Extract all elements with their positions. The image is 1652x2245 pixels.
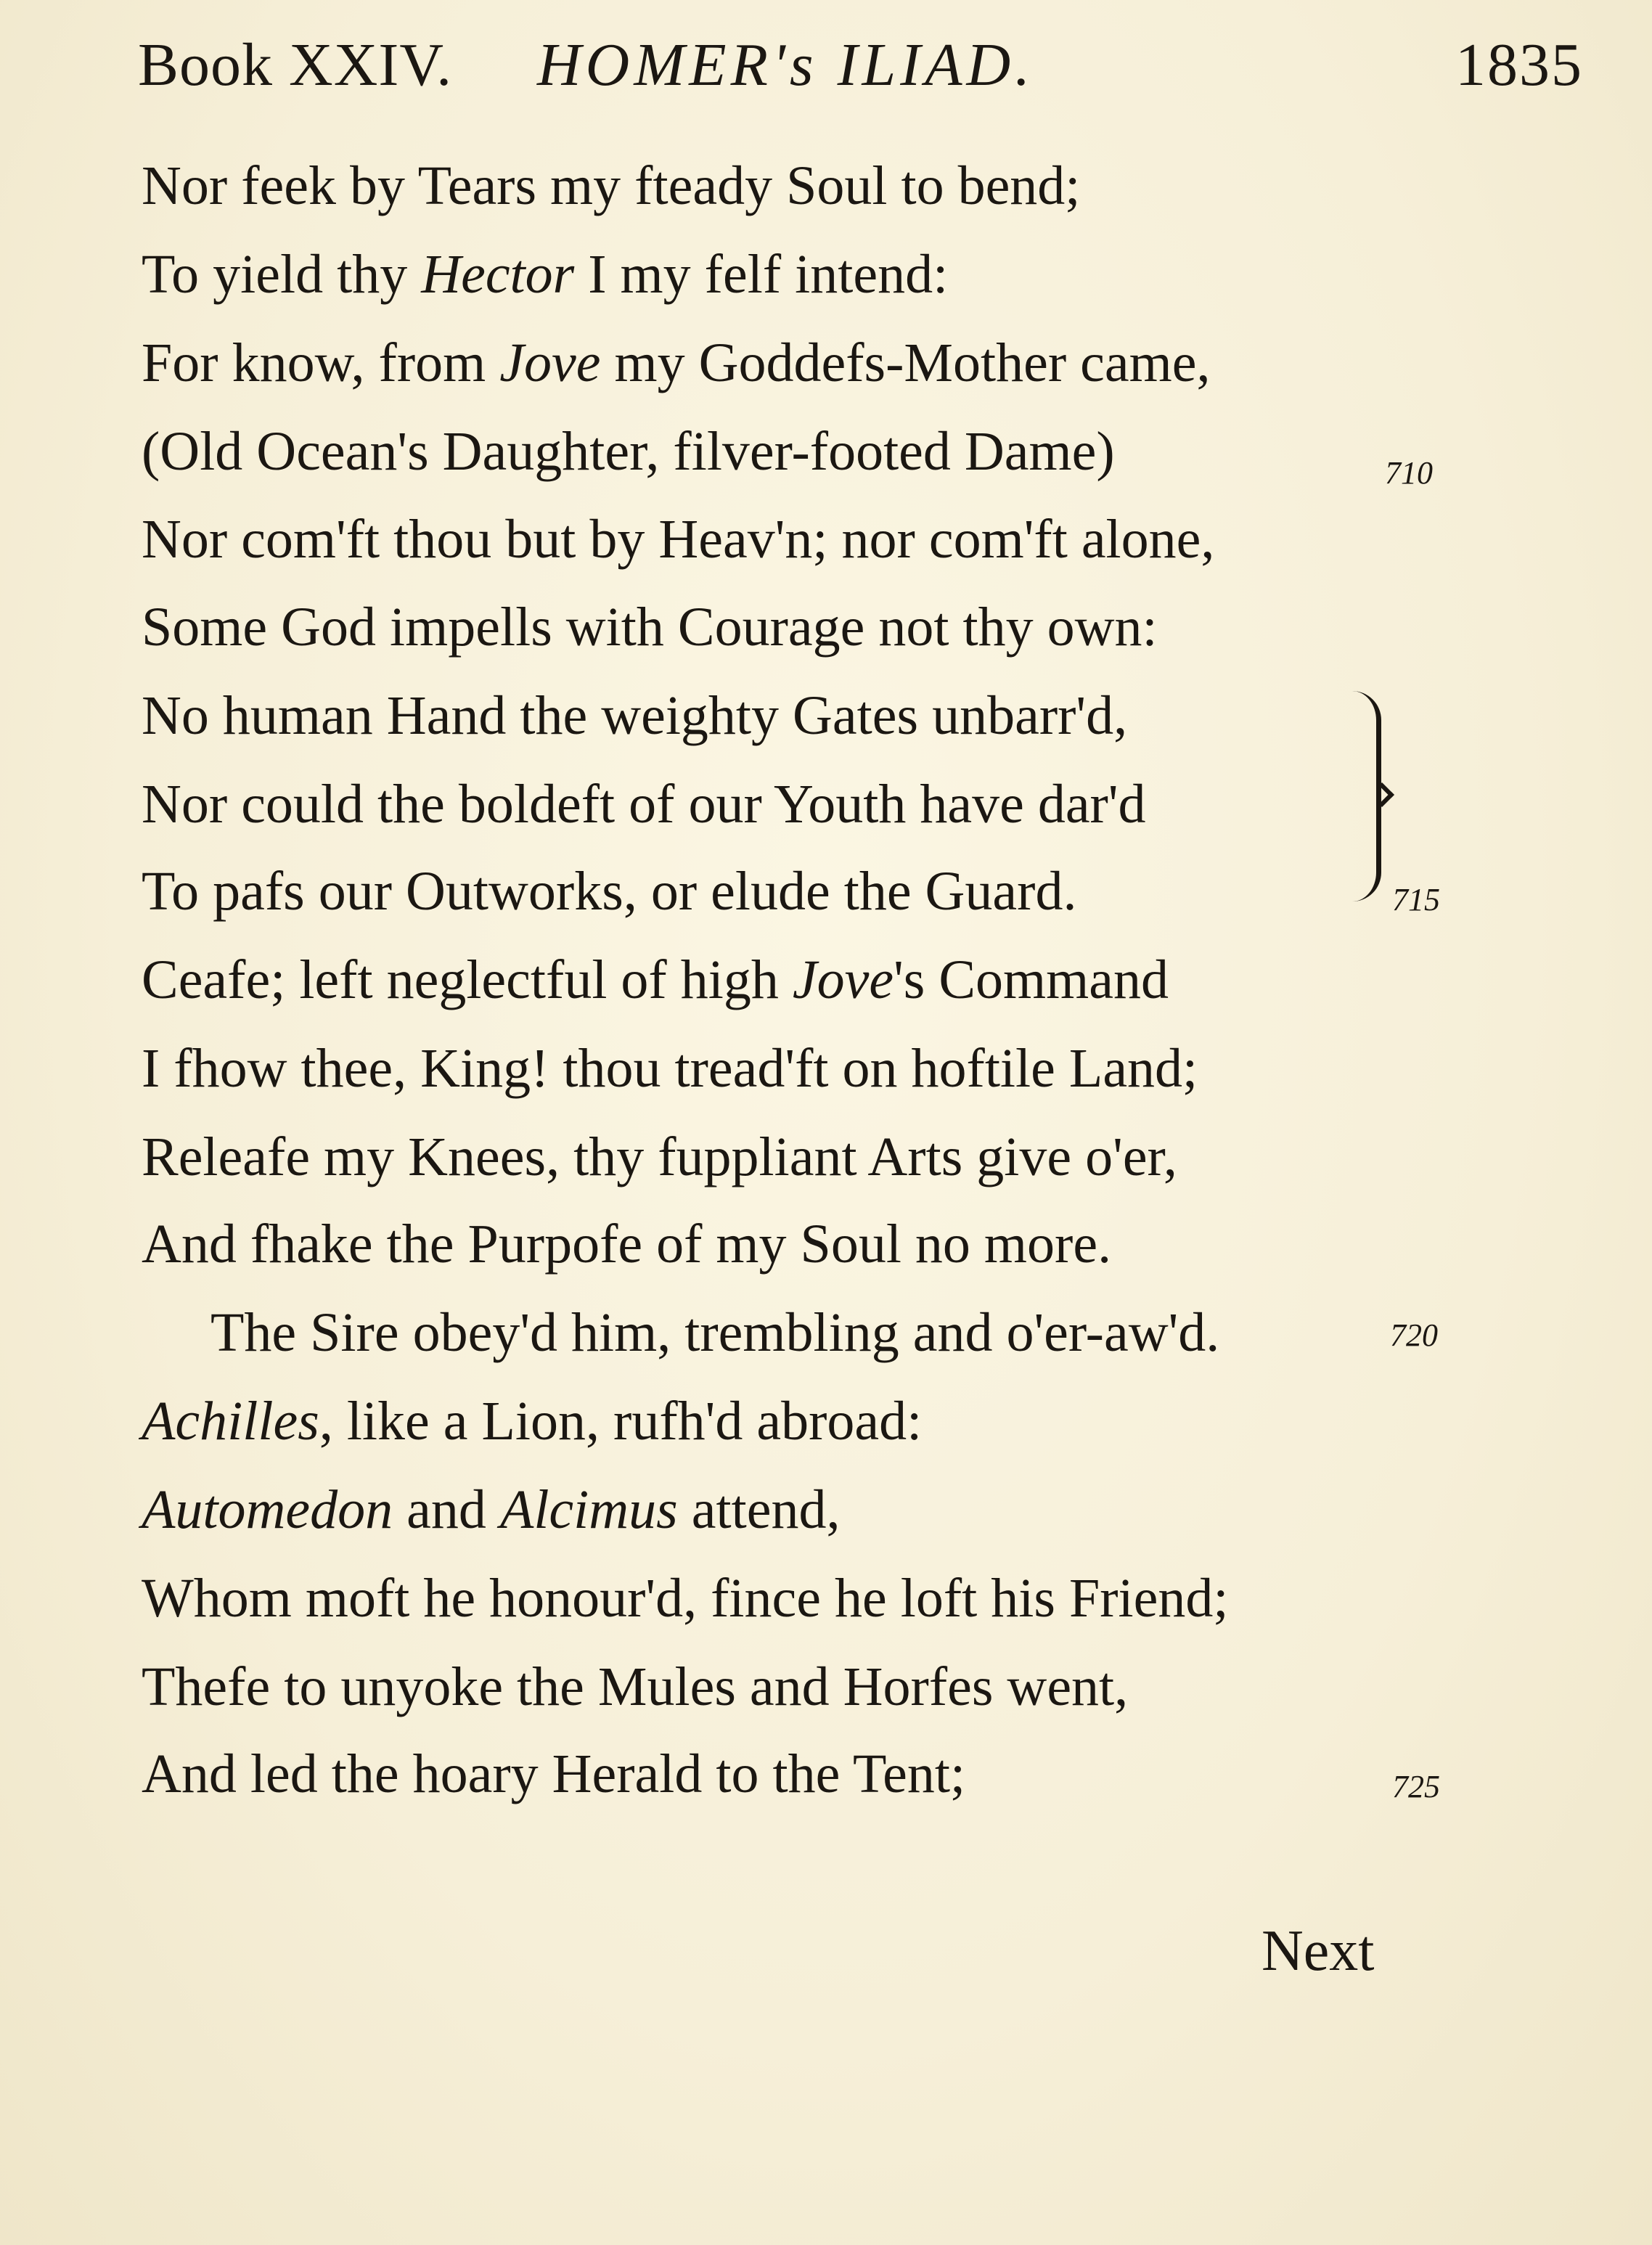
verse-text: my Goddefs-Mother came, (600, 332, 1211, 393)
verse-line (142, 597, 1158, 658)
verse-text: And led the hoary Herald to the Tent; (142, 1743, 966, 1804)
verse-text: Releafe my Knees, thy fuppliant Arts give o'er, (142, 1126, 1177, 1187)
line-number-710: 710 (1385, 455, 1433, 491)
verse-text: For know, from (142, 332, 500, 393)
verse-text: (Old Ocean's Daughter, filver-footed Dame) (142, 421, 1115, 482)
verse-line (142, 155, 1081, 216)
verse-text: Ceafe; left neglectful of high (142, 949, 793, 1010)
verse-italic-name: Automedon (142, 1479, 393, 1540)
verse-text: Nor feek by Tears my fteady Soul to bend; (142, 155, 1081, 216)
verse-italic-name: Jove (792, 949, 894, 1010)
verse-line (142, 861, 1077, 922)
verse-text: To pafs our Outworks, or elude the Guard. (142, 861, 1077, 922)
verse-line (142, 1214, 1112, 1275)
verse-line (142, 421, 1115, 482)
verse-line (142, 1656, 1129, 1717)
line-number-715: 715 (1392, 882, 1440, 917)
verse-italic-name: Alcimus (499, 1479, 678, 1540)
verse-line (142, 509, 1215, 570)
verse-text: , like a Lion, rufh'd abroad: (319, 1391, 923, 1452)
verse-text: Whom moft he honour'd, fince he loft his Friend; (142, 1568, 1229, 1629)
verse-line (142, 1038, 1198, 1099)
verse-text: Nor com'ft thou but by Heav'n; nor com'ft alone, (142, 509, 1215, 570)
line-number-720: 720 (1390, 1317, 1438, 1353)
verse-line (142, 949, 1169, 1010)
catchword: Next (1262, 1919, 1375, 1983)
verse-text: Nor could the boldeft of our Youth have dar'd (142, 774, 1146, 835)
verse-line (142, 685, 1128, 746)
verse-text: I my felf intend: (574, 244, 949, 305)
page-number: 1835 (1455, 31, 1583, 99)
verse-line (142, 1479, 841, 1540)
line-number-725: 725 (1392, 1769, 1440, 1804)
verse-line (142, 1743, 966, 1804)
running-head-book: Book XXIV. (138, 31, 453, 99)
verse-line (142, 332, 1211, 393)
verse-italic-name: Hector (421, 244, 575, 305)
verse-text: and (393, 1479, 500, 1540)
verse-italic-name: Jove (499, 332, 601, 393)
verse-text: The Sire obey'd him, trembling and o'er-aw'd. (210, 1302, 1220, 1363)
verse-text: No human Hand the weighty Gates unbarr'd, (142, 685, 1128, 746)
triplet-brace (1349, 691, 1381, 901)
verse-line (142, 1126, 1177, 1187)
verse-line (142, 774, 1146, 835)
verse-line (142, 1391, 923, 1452)
verse-text: Some God impells with Courage not thy own: (142, 597, 1158, 658)
verse-text: Thefe to unyoke the Mules and Horfes went, (142, 1656, 1129, 1717)
running-head-title: HOMER's ILIAD. (537, 31, 1035, 99)
verse-text: To yield thy (142, 244, 422, 305)
verse-text: And fhake the Purpofe of my Soul no more. (142, 1214, 1112, 1275)
verse-italic-name: Achilles (142, 1391, 319, 1452)
verse-text: 's Command (894, 949, 1169, 1010)
verse-line (210, 1302, 1220, 1363)
verse-text: I fhow thee, King! thou tread'ft on hoftile Land; (142, 1038, 1198, 1099)
verse-line (142, 1568, 1229, 1629)
verse-text: attend, (677, 1479, 841, 1540)
verse-line (142, 244, 949, 305)
